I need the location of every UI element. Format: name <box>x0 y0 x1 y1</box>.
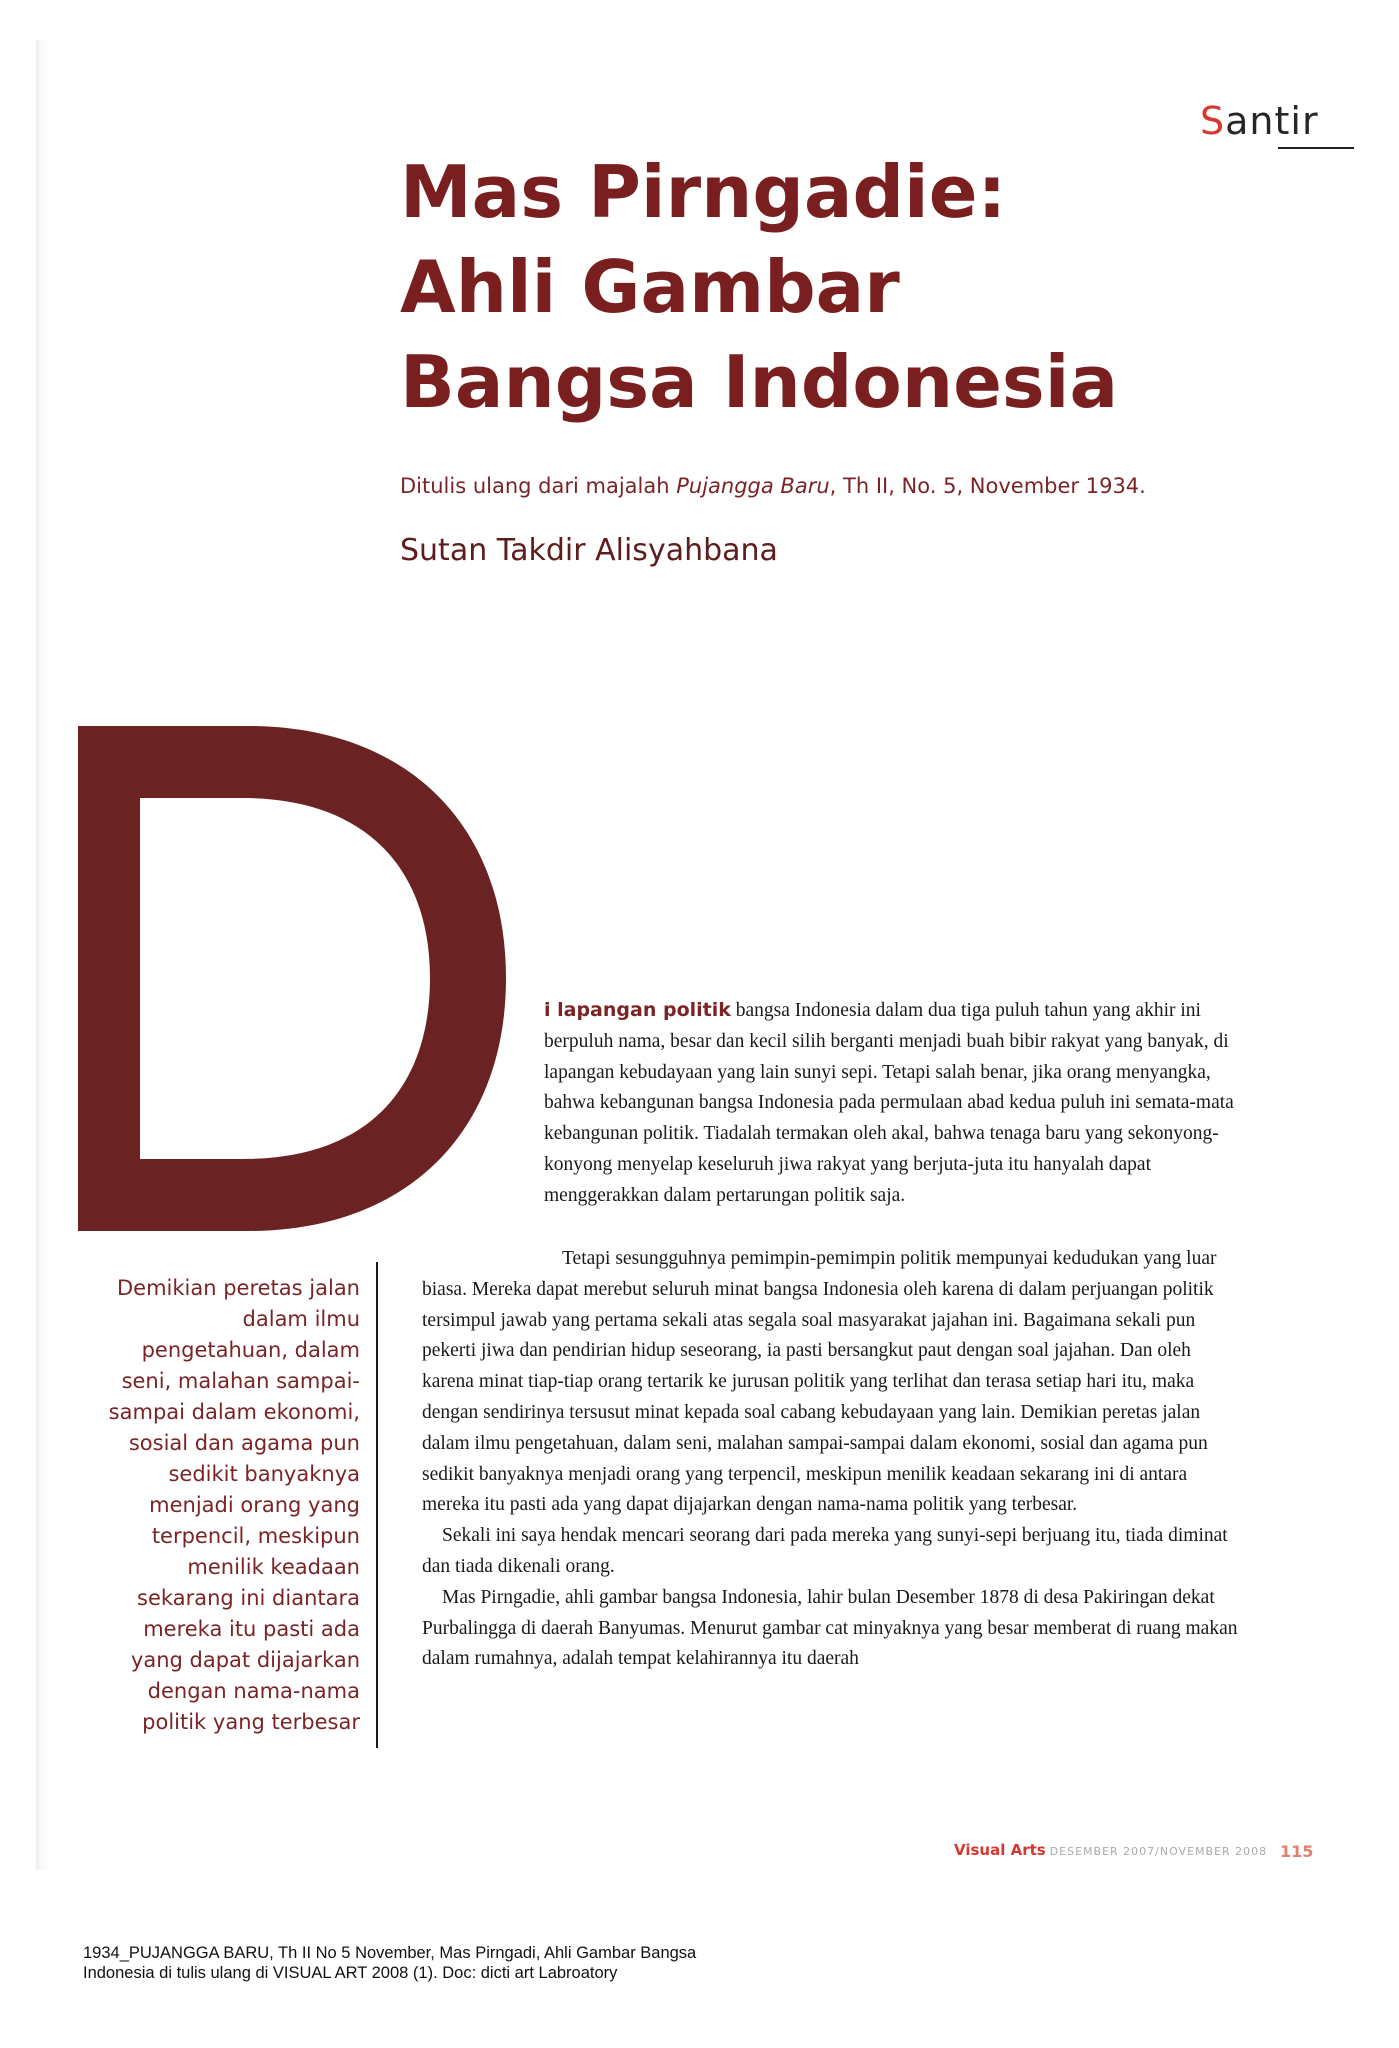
pull-quote: Demikian peretas jalan dalam ilmu pengetahuan, dalam seni, malahan sampai-sampai dalam ekonomi, sosial dan agama pun sedikit banyaknya menjadi orang yang terpencil, meskipun menilik keadaan sekarang ini diantara mereka itu pasti ada yang dapat dijajarkan dengan nama-nama politik yang terbesar <box>108 1276 360 1734</box>
section-label-initial: S <box>1200 99 1226 143</box>
footer-dates: DESEMBER 2007/NOVEMBER 2008 <box>1049 1845 1268 1858</box>
paragraph-2: Tetapi sesungguhnya pemimpin-pemimpin politik mempunyai kedudukan yang luar biasa. Mereka dapat merebut seluruh minat bangsa Indonesia oleh karena di dalam perjuangan politik tersimpul jawab yang pertama sekali atas segala soal masyarakat jajahan ini. Bagaimana sekali pun pekerti jiwa dan pendirian hidup seseorang, ia pasti bersangkut paut dengan soal jajahan. Dan oleh karena minat tiap-tiap orang tertarik ke jurusan politik yang terlihat dan terasa setiap hari itu, maka dengan sendirinya tersusut minat kepada soal cabang kebudayaan yang lain. Demikian peretas jalan dalam ilmu pengetahuan, dalam seni, malahan sampai-sampai dalam ekonomi, sosial dan agama pun sedikit banyaknya menjadi orang yang terpencil, meskipun menilik keadaan sekarang ini di antara mereka itu pasti ada yang dapat dijajarkan dengan nama-nama politik yang terbesar. <box>422 1248 1217 1516</box>
source-prefix: Ditulis ulang dari majalah <box>400 474 677 498</box>
lead-in: i lapangan politik <box>544 999 731 1021</box>
paragraph-4: Mas Pirngadie, ahli gambar bangsa Indonesia, lahir bulan Desember 1878 di desa Pakiringan dekat Purbalingga di daerah Banyumas. Menurut gambar cat minyaknya yang besar memberat di ruang makan dalam rumahnya, adalah tempat kelahirannya itu daerah <box>422 1586 1238 1670</box>
page-number: 115 <box>1280 1842 1314 1861</box>
title-line-1: Mas Pirngadie: <box>400 150 1007 234</box>
paragraph-3: Sekali ini saya hendak mencari seorang dari pada mereka yang sunyi-sepi berjuang itu, tiada diminat dan tiada dikenali orang. <box>422 1525 1228 1577</box>
footer-magazine-name: Visual Arts <box>954 1841 1046 1859</box>
article-title <box>400 145 1119 430</box>
drop-cap-shape <box>78 726 506 1231</box>
source-magazine: Pujangga Baru <box>676 474 830 498</box>
section-label-rest: antir <box>1225 99 1319 143</box>
section-label <box>1200 96 1320 146</box>
document-caption <box>83 1943 943 1983</box>
article-body-continued <box>422 1244 1242 1675</box>
paragraph-1-text: bangsa Indonesia dalam dua tiga puluh tahun yang akhir ini berpuluh nama, besar dan kecil silih berganti menjadi buah bibir rakyat yang banyak, di lapangan kebudayaan yang lain sunyi sepi. Tetapi salah benar, jika orang menyangka, bahwa kebangunan bangsa Indonesia pada permulaan abad kedua puluh ini semata-mata kebangunan politik. Tiadalah termakan oleh akal, bahwa tenaga baru yang sekonyong-konyong menyelap keseluruh jiwa rakyat yang berjuta-juta itu hanyalah dapat menggerakkan dalam pertarungan politik saja. <box>544 1000 1234 1206</box>
pull-quote-rule <box>376 1262 378 1748</box>
title-line-3: Bangsa Indonesia <box>400 340 1119 424</box>
footer-magazine <box>954 1838 1267 1862</box>
drop-cap-letter <box>78 726 506 1231</box>
paragraph-1 <box>544 995 1244 1212</box>
caption-line-1: 1934_PUJANGGA BARU, Th II No 5 November, Mas Pirngadi, Ahli Gambar Bangsa <box>83 1944 697 1962</box>
caption-line-2: Indonesia di tulis ulang di VISUAL ART 2008 (1). Doc: dicti art Labroatory <box>83 1964 618 1982</box>
title-line-2: Ahli Gambar <box>400 245 900 329</box>
source-suffix: , Th II, No. 5, November 1934. <box>829 474 1146 498</box>
section-label-underline <box>1278 147 1354 149</box>
author-name: Sutan Takdir Alisyahbana <box>400 533 778 568</box>
source-note <box>400 469 1160 503</box>
